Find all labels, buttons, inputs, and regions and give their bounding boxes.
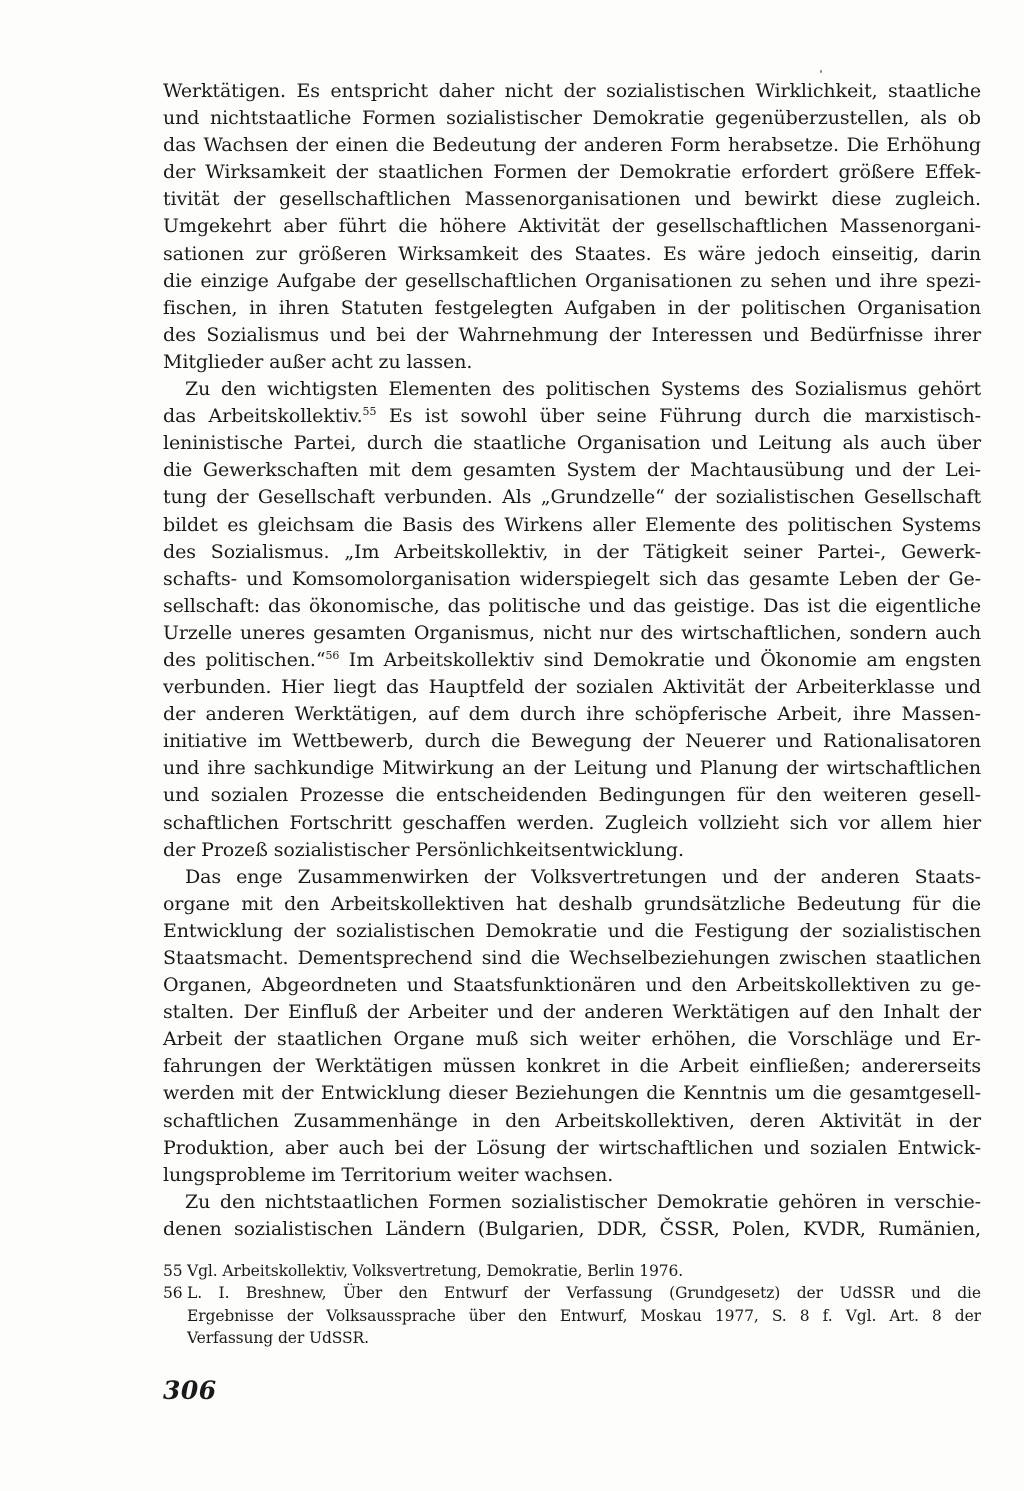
text-line: Umgekehrt aber führt die höhere Aktivität der gesellschaftlichen Massenorgani- [163,215,981,238]
text-line: werden mit der Entwicklung dieser Beziehungen die Kenntnis um die gesamtgesell- [163,1082,981,1105]
text-line: schaftlichen Zusammenhänge in den Arbeitskollektiven, deren Aktivität in der [163,1109,981,1132]
text-fragment: das Arbeitskollektiv. [163,405,363,428]
text-line: Staatsmacht. Dementsprechend sind die Wechselbeziehungen zwischen staatlichen [163,947,981,969]
footnote-line: Vgl. Arbeitskollektiv, Volksvertretung, Demokratie, Berlin 1976. [187,1262,684,1280]
text-line: tivität der gesellschaftlichen Massenorganisationen und bewirkt diese zugleich. [163,188,981,211]
text-line: organe mit den Arbeitskollektiven hat deshalb grundsätzliche Bedeutung für die [163,892,981,915]
text-line: Produktion, aber auch bei der Lösung der wirtschaftlichen und sozialen Entwick- [163,1136,981,1159]
text-fragment: Es ist sowohl über seine Führung durch die marxistisch- [376,405,981,428]
footnote-56 [163,1282,981,1349]
text-line: denen sozialistischen Ländern (Bulgarien, DDR, ČSSR, Polen, KVDR, Rumänien, [163,1217,981,1240]
footnote-ref-55: 55 [362,405,377,419]
text-line: Urzelle uneres gesamten Organismus, nicht nur des wirtschaftlichen, sondern auch [163,621,981,644]
scan-speck [820,70,822,73]
footnote-number: 55 [163,1262,183,1280]
paragraph-3 [163,864,981,1189]
text-fragment: Im Arbeitskollektiv sind Demokratie und Ökonomie am engsten [339,648,981,671]
body-text [163,78,981,1243]
text-line: des Sozialismus. „Im Arbeitskollektiv, in der Tätigkeit seiner Partei-, Gewerk- [163,540,981,563]
footnote-line: Verfassung der UdSSR. [187,1328,369,1347]
footnote-ref-56: 56 [325,648,340,662]
footnote-text [187,1282,981,1349]
text-line: und ihre sachkundige Mitwirkung an der Leitung und Planung der wirtschaftlichen [163,757,981,780]
text-line: sellschaft: das ökonomische, das politische und das geistige. Das ist die eigentliche [163,594,981,617]
text-line: verbunden. Hier liegt das Hauptfeld der sozialen Aktivität der Arbeiterklasse und [163,676,981,699]
text-line: und sozialen Prozesse die entscheidenden Bedingungen für den weiteren gesell- [163,784,981,807]
text-line [163,403,981,430]
text-line: stalten. Der Einfluß der Arbeiter und der anderen Werktätigen auf den Inhalt der [163,1001,981,1024]
text-line: Das enge Zusammenwirken der Volksvertretungen und der anderen Staats- [185,865,981,888]
text-line: die Gewerkschaften mit dem gesamten System der Machtausübung und der Lei- [163,459,981,482]
text-line: Zu den nichtstaatlichen Formen sozialistischer Demokratie gehören in verschie- [185,1190,981,1213]
footnotes [163,1260,981,1349]
text-line: initiative im Wettbewerb, durch die Bewegung der Neuerer und Rationalisatoren [163,730,981,753]
footnote-line: Ergebnisse der Volksaussprache über den Entwurf, Moskau 1977, S. 8 f. Vgl. Art. 8 der [187,1306,981,1325]
text-line: sationen zur größeren Wirksamkeit des Staates. Es wäre jedoch einseitig, darin [163,242,981,265]
text-line: der anderen Werktätigen, auf dem durch ihre schöpferische Arbeit, ihre Massen- [163,703,981,726]
text-line: das Wachsen der einen die Bedeutung der anderen Form herabsetze. Die Erhöhung [163,134,981,157]
text-line: der Prozeß sozialistischer Persönlichkeitsentwicklung. [163,838,684,861]
text-line: fischen, in ihren Statuten festgelegten Aufgaben in der politischen Organisation [163,296,981,319]
footnote-line: L. I. Breshnew, Über den Entwurf der Verfassung (Grundgesetz) der UdSSR und die [187,1284,981,1303]
paragraph-4 [163,1189,981,1243]
text-line: lungsprobleme im Territorium weiter wachsen. [163,1163,614,1186]
text-line: Entwicklung der sozialistischen Demokratie und die Festigung der sozialistischen [163,919,981,942]
text-line: Arbeit der staatlichen Organe muß sich weiter erhöhen, die Vorschläge und Er- [163,1028,981,1051]
text-line: Mitglieder außer acht zu lassen. [163,350,473,373]
text-line [163,647,981,674]
text-line: schaftlichen Fortschritt geschaffen werden. Zugleich vollzieht sich vor allem hier [163,811,981,834]
paragraph-1 [163,78,981,376]
footnote-55 [163,1260,981,1282]
paragraph-2 [163,376,981,864]
text-line: bildet es gleichsam die Basis des Wirkens aller Elemente des politischen Systems [163,513,981,536]
text-line: des Sozialismus und bei der Wahrnehmung der Interessen und Bedürfnisse ihrer [163,323,981,346]
text-line: die einzige Aufgabe der gesellschaftlichen Organisationen zu sehen und ihre spezi- [163,269,981,292]
footnote-number: 56 [163,1284,183,1303]
text-line: tung der Gesellschaft verbunden. Als „Grundzelle“ der sozialistischen Gesellschaft [163,486,981,509]
footnote-text [187,1260,981,1282]
text-line: Werktätigen. Es entspricht daher nicht der sozialistischen Wirklichkeit, staatliche [163,80,981,102]
text-line: leninistische Partei, durch die staatliche Organisation und Leitung als auch über [163,432,981,455]
text-fragment: des politischen.“ [163,648,326,671]
page-number: 306 [163,1376,217,1405]
text-line: schafts- und Komsomolorganisation widerspiegelt sich das gesamte Leben der Ge- [163,567,981,590]
text-line: der Wirksamkeit der staatlichen Formen der Demokratie erfordert größere Effek- [163,161,981,184]
text-line: fahrungen der Werktätigen müssen konkret in die Arbeit einfließen; andererseits [163,1055,981,1078]
text-line: Organen, Abgeordneten und Staatsfunktionären und den Arbeitskollektiven zu ge- [163,974,981,997]
text-line: Zu den wichtigsten Elementen des politischen Systems des Sozialismus gehört [185,378,981,401]
text-line: und nichtstaatliche Formen sozialistischer Demokratie gegenüberzustellen, als ob [163,107,981,130]
